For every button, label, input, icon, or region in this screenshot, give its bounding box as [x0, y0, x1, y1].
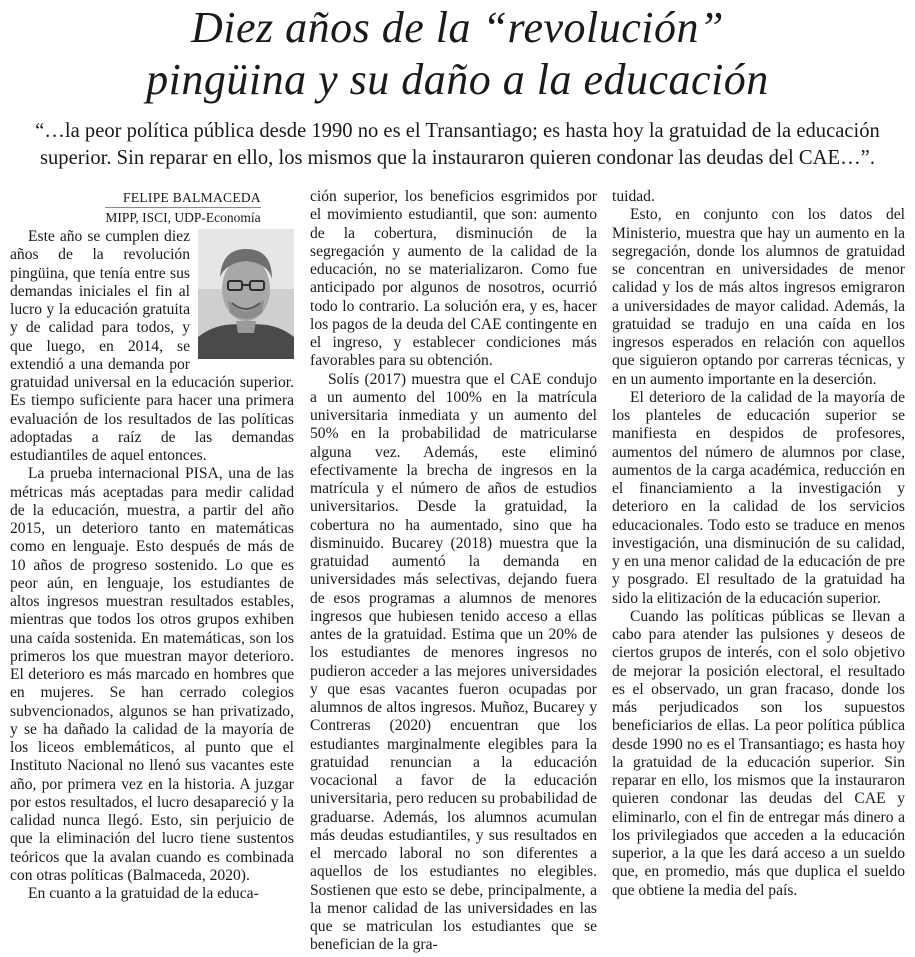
headline-line-2: pingüina y su daño a la educación: [146, 55, 769, 104]
paragraph-4: Solís (2017) muestra que el CAE condujo a un aumento del 100% en la matrícula universitaria inmediata y un aumento del 50% en la probabilidad de matricularse alguna vez. Además, este eliminó efectivamente la brecha de ingresos en la matrícula y el número de años de estudios universitarios. Desde la gratuidad, la cobertura no ha aumentado, sino que ha disminuido. Bucarey (2018) muestra que la gratuidad aumentó la demanda en universidades más selectivas, dejando fuera de esos programas a alumnos de menores ingresos que hubiesen tenido acceso a ellas antes de la gratuidad. Estima que un 20% de los estudiantes de menores ingresos no pudieron acceder a las mejores universidades y que esas vacantes fueron ocupadas por alumnos de altos ingresos. Muñoz, Bucarey y Contreras (2020) encuentran que los estudiantes marginalmente elegibles para la gratuidad renuncian a la educación vocacional a favor de la educación universitaria, pero reducen su probabilidad de graduarse. Además, los alumnos acumulan más deudas estudiantiles, y sus resultados en el mercado laboral no son diferentes a aquellos de los estudiantes no elegibles. Sostienen que esto se debe, principalmente, a la menor calidad de las universidades en las que se matriculan los estudiantes que se benefician de la gra-: [310, 370, 597, 954]
byline: [10, 188, 294, 208]
column-2: [310, 188, 597, 955]
author-affiliation: MIPP, ISCI, UDP-Economía: [105, 210, 261, 225]
paragraph-4-continued: tuidad.: [612, 188, 655, 205]
paragraph-5: Esto, en conjunto con los datos del Ministerio, muestra que hay un aumento en la segregación, donde los alumnos de gratuidad se concentran en universidades de menor calidad y los de más altos ingresos emigraron a universidades de mayor calidad. Además, la gratuidad se tradujo en una caída en los ingresos esperados en relación con aquellos que siguieron optando por carreras técnicas, y en un aumento importante en la deserción.: [612, 206, 905, 388]
pull-quote: “…la peor política pública desde 1990 no es el Transantiago; es hasta hoy la gratuidad de la educación superior. Sin reparar en ello, los mismos que la instauraron quieren condonar las deudas del CAE…”.: [35, 120, 880, 169]
paragraph-3-continued: ción superior, los beneficios esgrimidos por el movimiento estudiantil, que son: aumento de la cobertura, disminución de la segregación y aumento de la calidad de la educación, no se materializaron. Como fue anticipado por algunos de nosotros, ocurrió todo lo contrario. La solución era, y es, hacer los pagos de la deuda del CAE contingente en el ingreso, y establecer condiciones más favorables para su obtención.: [310, 188, 597, 370]
column-3: [612, 188, 905, 900]
paragraph-6: El deterioro de la calidad de la mayoría de los planteles de educación superior se manifiesta en despidos de profesores, aumentos del número de alumnos por clase, aumentos de la carga académica, reducción en el financiamiento a la investigación y deterioro en la calidad de los servicios educacionales. Todo esto se traduce en menos investigación, una disminución de su calidad, y en una menor calidad de la educación de pre y posgrado. El resultado de la gratuidad ha sido la elitización de la educación superior.: [612, 388, 905, 607]
paragraph-7: Cuando las políticas públicas se llevan a cabo para atender las pulsiones y deseos de ciertos grupos de interés, con el solo objetivo de mejorar la posición electoral, el resultado es el observado, un gran fracaso, donde los más perjudicados son los supuestos beneficiarios de ellas. La peor política pública desde 1990 no es el Transantiago; es hasta hoy la gratuidad de la educación superior. Sin reparar en ello, los mismos que la instauraron quieren condonar las deudas del CAE y eliminarlo, con el fin de entregar más dinero a los privilegiados que acceden a la educación superior, a la que les dará acceso a un sueldo que, en promedio, más que duplica el sueldo que obtiene la media del país.: [612, 607, 905, 899]
paragraph-1-text: Este año se cumplen diez años de la revolución pingüina, que tenía entre sus demandas iniciales el fin al lucro y la educación gratuita y de calidad para todos, y que luego, en 2014, se extendió a una demanda por gratuidad universal en la educación superior. Es tiempo suficiente para hacer una primera evaluación de los resultados de las políticas adoptadas a raíz de las demandas estudiantiles de aquel entonces.: [10, 228, 294, 464]
author-name: FELIPE BALMACEDA: [105, 188, 261, 208]
column-1: [10, 188, 294, 903]
headline-line-1: Diez años de la “revolución”: [191, 3, 724, 52]
paragraph-1: [10, 228, 294, 465]
headline: [0, 2, 915, 106]
paragraph-2: La prueba internacional PISA, una de las métricas más aceptadas para medir calidad de la educación, muestra, a partir del año 2015, un deterioro tanto en matemáticas como en lenguaje. Esto después de más de 10 años de progreso sostenido. Lo que es peor aún, en lenguaje, los estudiantes de altos ingresos muestran resultados estables, mientras que todos los otros grupos exhiben una caída sostenida. En matemáticas, son los primeros los que muestran mayor deterioro. El deterioro es más marcado en hombres que en mujeres. Se han cerrado colegios subvencionados, algunos se han privatizado, y se ha dañado la calidad de la mayoría de los liceos emblemáticos, al punto que el Instituto Nacional no llenó sus vacantes este año, por primera vez en la historia. A juzgar por estos resultados, el lucro desapareció y la calidad nunca llegó. Esto, sin perjuicio de que la eliminación del lucro tiene sustentos teóricos que la avalan cuando es combinada con otras políticas (Balmaceda, 2020).: [10, 465, 294, 884]
author-photo: [198, 229, 294, 359]
paragraph-3-start: En cuanto a la gratuidad de la educa-: [28, 885, 259, 902]
